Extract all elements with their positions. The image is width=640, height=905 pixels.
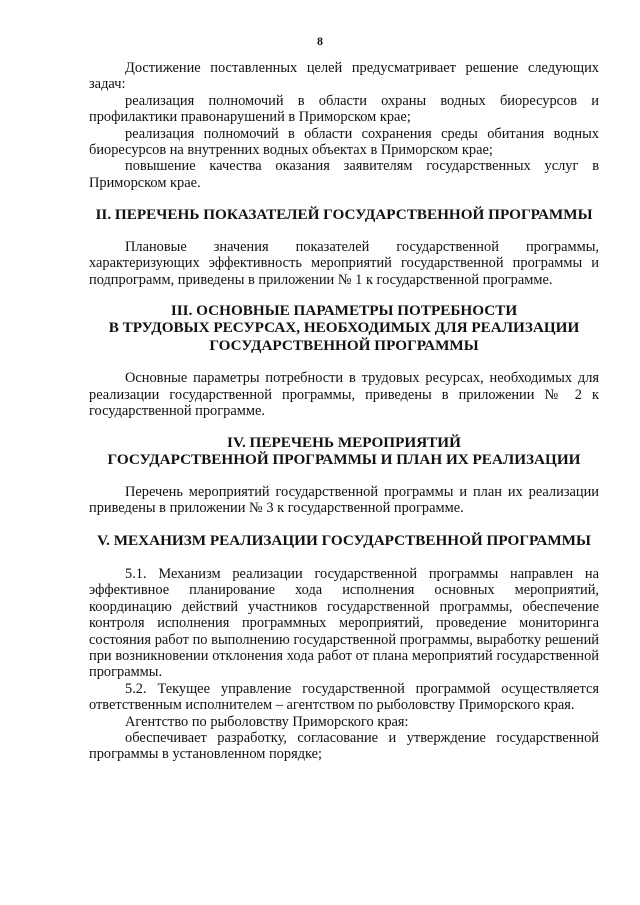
page-number: 8 <box>317 34 323 48</box>
section-3-heading <box>89 302 599 355</box>
section-2-heading: II. ПЕРЕЧЕНЬ ПОКАЗАТЕЛЕЙ ГОСУДАРСТВЕННОЙ ПРОГРАММЫ <box>95 206 593 224</box>
section-4-heading-line-2: ГОСУДАРСТВЕННОЙ ПРОГРАММЫ И ПЛАН ИХ РЕАЛИЗАЦИИ <box>107 451 581 469</box>
intro-task-item-habitat: реализация полномочий в области сохранения среды обитания водных биоресурсов на внутренних водных объектах в Приморском крае; <box>89 125 599 159</box>
section-5-heading: V. МЕХАНИЗМ РЕАЛИЗАЦИИ ГОСУДАРСТВЕННОЙ ПРОГРАММЫ <box>97 531 591 549</box>
section-3-heading-line-2: В ТРУДОВЫХ РЕСУРСАХ, НЕОБХОДИМЫХ ДЛЯ РЕАЛИЗАЦИИ <box>108 319 580 337</box>
intro-task-item-services: повышение качества оказания заявителям государственных услуг в Приморском крае. <box>89 158 599 191</box>
section-4-heading-line-1: IV. ПЕРЕЧЕНЬ МЕРОПРИЯТИЙ <box>227 433 461 451</box>
section-3-heading-line-3: ГОСУДАРСТВЕННОЙ ПРОГРАММЫ <box>209 336 479 354</box>
document-body <box>89 60 599 763</box>
section-4-heading <box>89 434 599 469</box>
section-5-paragraph-duties: обеспечивает разработку, согласование и утверждение государственной программы в установленном порядке; <box>89 730 599 763</box>
section-2-paragraph: Плановые значения показателей государственной программы, характеризующих эффективность мероприятий государственной программы и подпрограмм, приведены в приложении № 1 к государственной программе. <box>89 238 599 288</box>
section-3-heading-line-1: III. ОСНОВНЫЕ ПАРАМЕТРЫ ПОТРЕБНОСТИ <box>170 301 518 319</box>
intro-task-item-protection: реализация полномочий в области охраны водных биоресурсов и профилактики правонарушений в Приморском крае; <box>89 92 599 126</box>
intro-paragraph-goals: Достижение поставленных целей предусматривает решение следующих задач: <box>89 60 599 93</box>
section-5-paragraph-5-2: 5.2. Текущее управление государственной программой осуществляется ответственным исполнителем – агентством по рыболовству Приморского края. <box>89 680 599 714</box>
section-4-paragraph: Перечень мероприятий государственной программы и план их реализации приведены в приложении № 3 к государственной программе. <box>89 483 599 517</box>
section-5-paragraph-agency: Агентство по рыболовству Приморского края: <box>125 713 409 730</box>
section-5-paragraph-5-1: 5.1. Механизм реализации государственной программы направлен на эффективное планирование хода исполнения основных мероприятий, координацию действий участников государственной программы, обеспечение контроля исполнения программных мероприятий, проведение мониторинга состояния работ по выполнению государственной программы, выработку решений при возникновении отклонения хода работ от плана мероприятий государственной программы. <box>89 566 599 681</box>
section-3-paragraph: Основные параметры потребности в трудовых ресурсах, необходимых для реализации государственной программы, приведены в приложении № 2 к государственной программе. <box>89 370 599 420</box>
